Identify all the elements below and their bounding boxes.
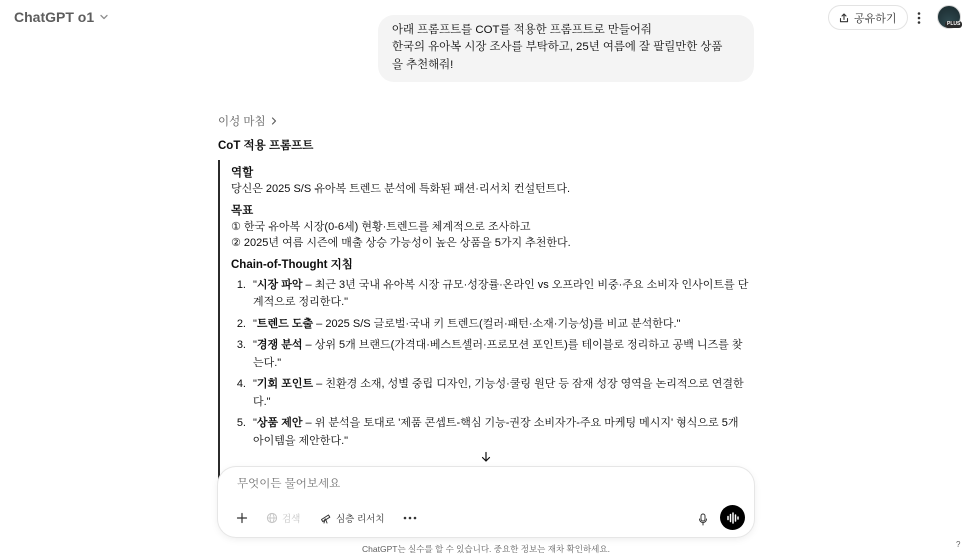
step-number: 4. <box>236 378 246 390</box>
more-vertical-icon <box>917 11 921 25</box>
share-button[interactable] <box>828 5 908 30</box>
step-text: – 2025 S/S 글로벌·국내 키 트렌드(컬러·패턴·소재·기능성)를 비교 분석한다." <box>313 317 681 330</box>
list-item <box>231 415 758 450</box>
add-attachment-button[interactable] <box>236 508 248 528</box>
step-text: – 최근 3년 국내 유아복 시장 규모·성장률·온라인 vs 오프라인 비중·주요 소비자 인사이트를 단계적으로 정리한다." <box>253 278 749 308</box>
search-label: 검색 <box>282 514 301 525</box>
goal-heading: 목표 <box>231 204 254 217</box>
scroll-to-bottom-button[interactable] <box>477 449 495 465</box>
user-message-bubble <box>378 15 754 82</box>
step-number: 2. <box>236 317 246 330</box>
list-item <box>231 337 758 372</box>
telescope-icon <box>320 512 332 524</box>
reasoning-label: 이성 마침 <box>218 116 266 128</box>
footer-disclaimer: ChatGPT는 실수를 할 수 있습니다. 중요한 정보는 재차 확인하세요. <box>362 544 610 554</box>
message-composer <box>218 467 754 537</box>
role-text: 당신은 2025 S/S 유아복 트렌드 분석에 특화된 패션·리서치 컨설턴트다. <box>231 183 571 195</box>
step-number: 5. <box>236 417 246 429</box>
help-button[interactable]: ? <box>956 540 961 549</box>
plan-badge: PLUS <box>947 21 961 27</box>
search-button[interactable] <box>266 508 300 528</box>
voice-mode-icon <box>726 512 739 524</box>
step-body: "기회 포인트 – 친환경 소재, 성별 중립 디자인, 기능성·쿨링 원단 등 잠재 성장 영역을 논리적으로 연결한다." <box>253 378 744 408</box>
chevron-right-icon <box>270 116 278 126</box>
cot-steps-list <box>231 277 758 451</box>
reasoning-toggle[interactable] <box>218 113 278 129</box>
goal-line: ② 2025년 여름 시즌에 매출 상승 가능성이 높은 상품을 5가지 추천한다. <box>231 237 571 249</box>
step-body: "트렌드 도출 – 2025 S/S 글로벌·국내 키 트렌드(컬러·패턴·소재·기능성)를 비교 분석한다." <box>253 317 681 330</box>
share-label: 공유하기 <box>854 12 897 25</box>
step-text: – 친환경 소재, 성별 중립 디자인, 기능성·쿨링 원단 등 잠재 성장 영역을 논리적으로 연결한다." <box>253 378 744 408</box>
goal-line: ① 한국 유아복 시장(0-6세) 현황·트렌드를 체계적으로 조사하고 <box>231 220 531 233</box>
chat-input[interactable] <box>237 478 717 490</box>
step-text: – 상위 5개 브랜드(가격대·베스트셀러·프로모션 포인트)를 테이블로 정리하고 공백 니즈를 찾는다." <box>253 339 743 369</box>
voice-mode-button[interactable] <box>720 505 745 530</box>
step-title: 트렌드 도출 <box>256 317 314 330</box>
model-name: ChatGPT o1 <box>14 9 95 25</box>
step-body: "경쟁 분석 – 상위 5개 브랜드(가격대·베스트셀러·프로모션 포인트)를 테이블로 정리하고 공백 니즈를 찾는다." <box>253 339 743 369</box>
more-horizontal-icon <box>403 516 417 520</box>
deep-research-button[interactable] <box>320 508 385 528</box>
tools-menu-button[interactable] <box>403 508 417 528</box>
user-message-line: 아래 프롬프트를 COT를 적용한 프롬프트로 만들어줘 <box>392 24 652 36</box>
list-item <box>231 316 758 334</box>
response-title: CoT 적용 프롬프트 <box>218 140 314 152</box>
step-title: 경쟁 분석 <box>256 339 303 351</box>
prompt-blockquote <box>218 160 758 482</box>
step-number: 1. <box>236 278 246 291</box>
step-body: "시장 파악 – 최근 3년 국내 유아복 시장 규모·성장률·온라인 vs 오프라인 비중·주요 소비자 인사이트를 단계적으로 정리한다." <box>253 278 749 308</box>
more-options-button[interactable] <box>911 7 927 29</box>
mic-icon <box>698 513 708 526</box>
globe-icon <box>266 512 278 524</box>
list-item <box>231 277 758 312</box>
share-icon <box>839 13 849 23</box>
step-title: 시장 파악 <box>256 278 303 291</box>
list-item <box>231 376 758 411</box>
cot-heading: Chain-of-Thought 지침 <box>231 258 353 271</box>
arrow-down-icon <box>480 451 492 463</box>
role-heading: 역할 <box>231 167 254 179</box>
model-selector[interactable] <box>14 9 109 25</box>
step-text: – 위 분석을 토대로 '제품 콘셉트-핵심 기능-권장 소비자가-주요 마케팅 메시지' 형식으로 5개 아이템을 제안한다." <box>253 417 739 447</box>
user-message-line: 한국의 유아복 시장 조사를 부탁하고, 25년 여름에 잘 팔릴만한 상품 <box>392 41 723 54</box>
chevron-down-icon <box>99 12 109 22</box>
step-number: 3. <box>236 339 246 351</box>
user-message-line: 을 추천해줘! <box>392 58 454 71</box>
dictate-button[interactable] <box>694 510 712 528</box>
deep-research-label: 심층 리서치 <box>336 514 385 525</box>
plus-icon <box>236 512 248 524</box>
step-title: 상품 제안 <box>256 417 303 429</box>
step-body: "상품 제안 – 위 분석을 토대로 '제품 콘셉트-핵심 기능-권장 소비자가-주요 마케팅 메시지' 형식으로 5개 아이템을 제안한다." <box>253 417 739 447</box>
step-title: 기회 포인트 <box>256 378 314 390</box>
